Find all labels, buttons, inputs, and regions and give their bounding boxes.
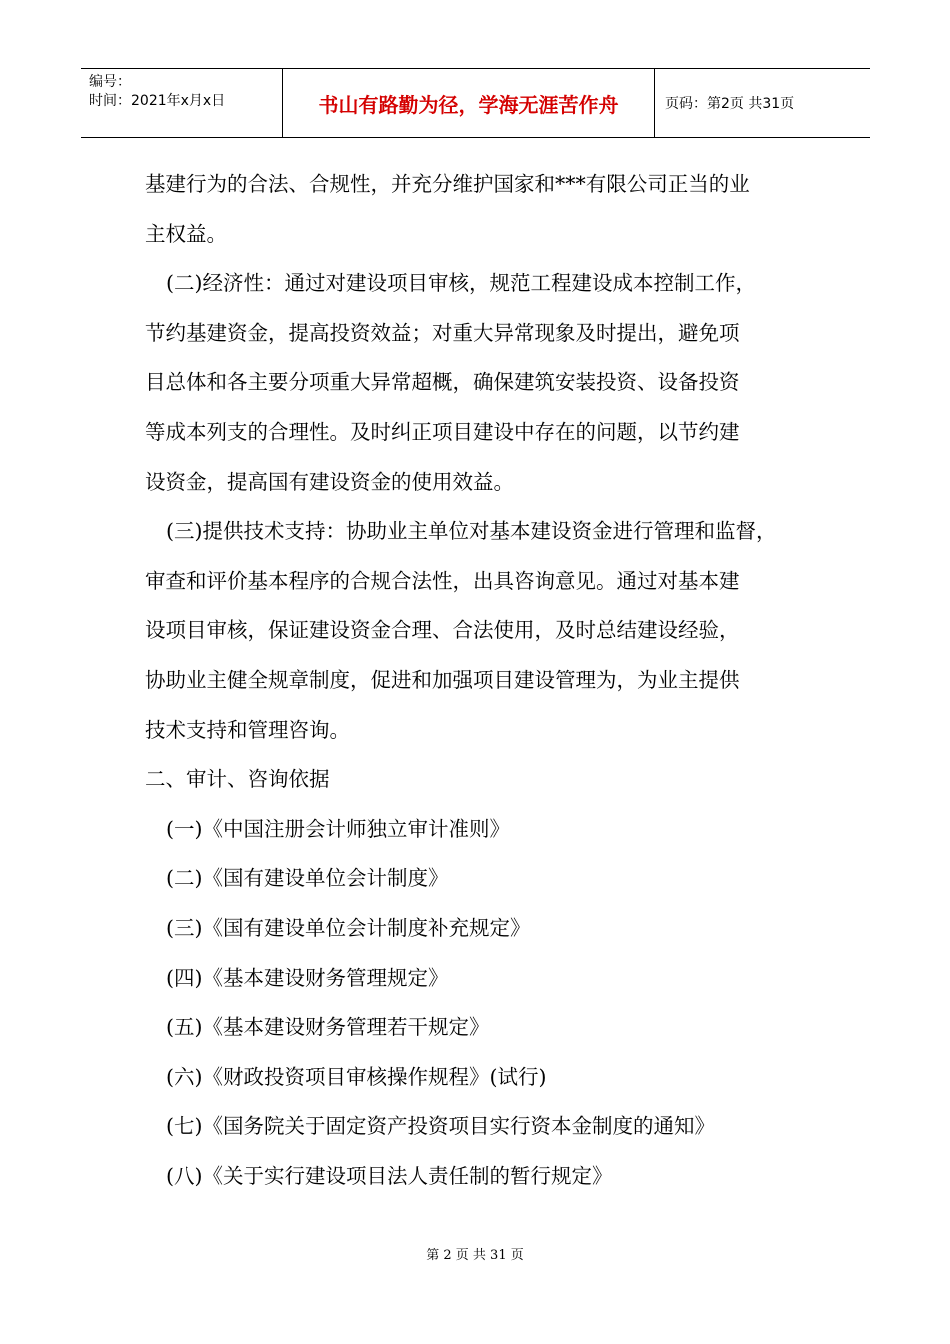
document-number-label: 编号： bbox=[89, 74, 131, 90]
body-line: (三)提供技术支持：协助业主单位对基本建设资金进行管理和监督， bbox=[166, 519, 777, 544]
page-header bbox=[81, 68, 870, 138]
page-footer: 第 2 页 共 31 页 bbox=[426, 1248, 524, 1263]
list-item: (二)《国有建设单位会计制度》 bbox=[166, 866, 449, 891]
header-motto: 书山有路勤为径，学海无涯苦作舟 bbox=[283, 69, 655, 137]
body-line: 技术支持和管理咨询。 bbox=[145, 717, 350, 742]
body-line: 目总体和各主要分项重大异常超概，确保建筑安装投资、设备投资 bbox=[145, 370, 740, 395]
body-line: 等成本列支的合理性。及时纠正项目建设中存在的问题，以节约建 bbox=[145, 419, 740, 444]
list-item: (四)《基本建设财务管理规定》 bbox=[166, 965, 449, 990]
body-line: 协助业主健全规章制度，促进和加强项目建设管理为，为业主提供 bbox=[145, 667, 740, 692]
body-line: 节约基建资金，提高投资效益；对重大异常现象及时提出，避免项 bbox=[145, 320, 740, 345]
document-body bbox=[145, 160, 825, 1201]
body-line: 设资金，提高国有建设资金的使用效益。 bbox=[145, 469, 514, 494]
list-item: (八)《关于实行建设项目法人责任制的暂行规定》 bbox=[166, 1163, 613, 1188]
document-date: 时间：2021年x月x日 bbox=[89, 93, 226, 109]
header-page-info: 页码：第2页 共31页 bbox=[665, 96, 795, 112]
list-item: (七)《国务院关于固定资产投资项目实行资本金制度的通知》 bbox=[166, 1114, 715, 1139]
list-item: (六)《财政投资项目审核操作规程》(试行) bbox=[166, 1064, 547, 1089]
body-line: 主权益。 bbox=[145, 221, 227, 246]
body-line: 基建行为的合法、合规性，并充分维护国家和***有限公司正当的业 bbox=[145, 172, 750, 196]
body-line: (二)经济性：通过对建设项目审核，规范工程建设成本控制工作， bbox=[166, 271, 756, 296]
list-item: (三)《国有建设单位会计制度补充规定》 bbox=[166, 915, 531, 940]
section-heading: 二、审计、咨询依据 bbox=[145, 767, 330, 792]
body-line: 设项目审核，保证建设资金合理、合法使用，及时总结建设经验， bbox=[145, 618, 740, 643]
header-meta bbox=[81, 69, 283, 137]
body-line: 审查和评价基本程序的合规合法性，出具咨询意见。通过对基本建 bbox=[145, 568, 740, 593]
list-item: (五)《基本建设财务管理若干规定》 bbox=[166, 1015, 490, 1040]
list-item: (一)《中国注册会计师独立审计准则》 bbox=[166, 816, 510, 841]
